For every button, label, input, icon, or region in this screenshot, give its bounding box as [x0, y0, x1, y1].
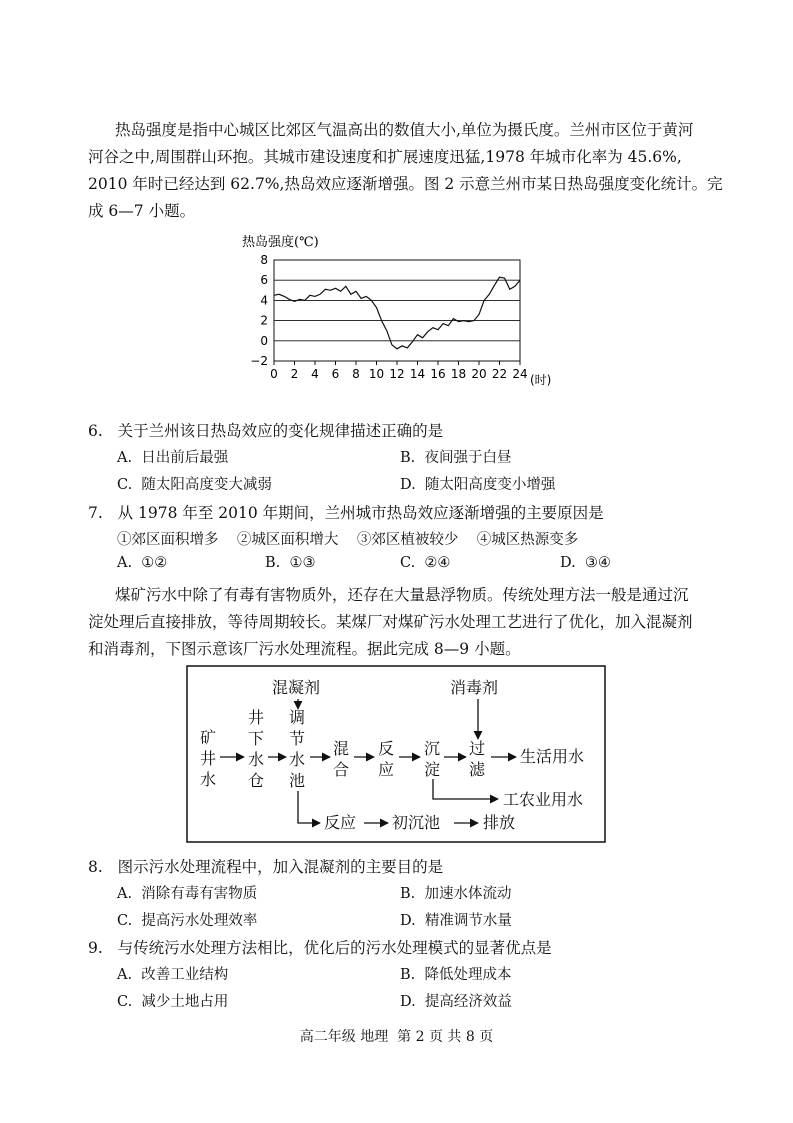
sump-2: 下	[248, 729, 265, 748]
coagulant-label: 混凝剂	[272, 678, 321, 697]
chart-y-ticks	[250, 253, 268, 368]
chart-y-tick-label: 0	[260, 333, 268, 348]
q6-option-b: B. 夜间强于白昼	[400, 450, 512, 466]
chart-y-tick-label: 6	[260, 273, 268, 288]
mine-water-2: 井	[200, 749, 217, 768]
q9-option-b: B. 降低处理成本	[400, 967, 512, 983]
intro1-line-4: 成 6—7 小题。	[88, 202, 196, 220]
chart-x-tick-label: 0	[270, 367, 278, 381]
chart-x-tick-label: 2	[290, 367, 299, 381]
chart-x-tick-label: 18	[450, 367, 467, 381]
q7-option-b: B. ①③	[265, 555, 316, 571]
filter-1: 过	[469, 739, 486, 758]
adjust-pool-3: 水	[289, 750, 306, 769]
chart-x-tick-label: 16	[430, 367, 446, 381]
adjust-pool-4: 池	[289, 771, 306, 790]
chart-x-tick-label: 24	[512, 367, 528, 381]
q9-option-a: A. 改善工业结构	[117, 967, 229, 983]
chart-y-tick-label: 4	[260, 293, 268, 308]
react2-label: 反应	[324, 813, 357, 832]
q7-option-c: C. ②④	[400, 555, 451, 571]
chart-y-tick-label: 2	[260, 313, 268, 328]
intro2-line-2: 淀处理后直接排放，等待周期较长。某煤厂对煤矿污水处理工艺进行了优化，加入混凝剂	[88, 613, 693, 631]
intro2-line-3: 和消毒剂，下图示意该厂污水处理流程。据此完成 8—9 小题。	[88, 640, 521, 658]
q8-option-c: C. 提高污水处理效率	[117, 913, 258, 929]
filter-2: 滤	[469, 760, 486, 779]
settle-1: 沉	[424, 739, 441, 758]
adjust-pool-1: 调	[289, 708, 306, 727]
mine-water-3: 水	[200, 770, 217, 789]
q6-option-c: C. 随太阳高度变大减弱	[117, 477, 272, 493]
q6-stem: 6. 关于兰州该日热岛效应的变化规律描述正确的是	[88, 422, 444, 440]
mix-1: 混	[333, 739, 350, 758]
q8-option-a: A. 消除有毒有害物质	[117, 886, 258, 902]
chart-frame	[274, 260, 520, 361]
intro1-line-3: 2010 年时已经达到 62.7%,热岛效应逐渐增强。图 2 示意兰州市某日热岛强度变化统计。完	[88, 175, 723, 193]
heat-island-chart	[230, 230, 560, 410]
primary-pool-label: 初沉池	[392, 813, 441, 832]
intro2-line-1: 煤矿污水中除了有毒有害物质外，还存在大量悬浮物质。传统处理方法一般是通过沉	[115, 586, 689, 604]
chart-series-line	[274, 277, 520, 349]
chart-x-tick-label: 12	[389, 367, 405, 381]
settle-2: 淀	[424, 760, 441, 779]
chart-x-tick-label: 6	[331, 367, 340, 381]
chart-grid	[274, 260, 520, 361]
chart-x-tick-label: 8	[352, 367, 360, 381]
react-2: 应	[378, 760, 395, 779]
q6-option-d: D. 随太阳高度变小增强	[400, 477, 556, 493]
q6-option-a: A. 日出前后最强	[117, 450, 229, 466]
chart-x-tick-label: 20	[471, 367, 487, 381]
chart-x-tick-label: 10	[368, 367, 385, 381]
arrow-settle-to-industrial	[433, 779, 498, 799]
q7-stem: 7. 从 1978 年至 2010 年期间，兰州城市热岛效应逐渐增强的主要原因是	[88, 504, 604, 522]
wastewater-flow-diagram	[186, 665, 606, 845]
sump-1: 井	[248, 708, 265, 727]
q8-stem: 8. 图示污水处理流程中，加入混凝剂的主要目的是	[88, 858, 444, 876]
mine-water-1: 矿	[200, 728, 217, 747]
arrow-pool-to-react2	[298, 791, 320, 823]
chart-x-tick-label: 4	[311, 367, 319, 381]
chart-ylabel: 热岛强度(℃)	[242, 235, 319, 250]
q7-option-a: A. ①②	[117, 555, 168, 571]
intro1-line-2: 河谷之中,周围群山环抱。其城市建设速度和扩展速度迅猛,1978 年城市化率为 45.6%,	[88, 148, 682, 166]
discharge-label: 排放	[483, 813, 516, 832]
q9-option-c: C. 减少土地占用	[117, 994, 229, 1010]
domestic-water-label: 生活用水	[520, 747, 585, 766]
chart-x-tick-label: 14	[409, 367, 426, 381]
page-footer: 高二年级 地理 第 2 页 共 8 页	[299, 1029, 494, 1045]
react-1: 反	[378, 739, 395, 758]
q8-option-b: B. 加速水体流动	[400, 886, 512, 902]
chart-xunit: (时)	[530, 373, 552, 387]
adjust-pool-2: 节	[289, 729, 306, 748]
chart-x-ticks	[270, 361, 527, 381]
sump-3: 水	[248, 750, 265, 769]
chart-y-tick-label: −2	[250, 354, 268, 368]
q8-option-d: D. 精准调节水量	[400, 913, 512, 929]
intro1-line-1: 热岛强度是指中心城区比郊区气温高出的数值大小,单位为摄氏度。兰州市区位于黄河	[115, 121, 694, 139]
industrial-water-label: 工农业用水	[503, 790, 584, 809]
q9-stem: 9. 与传统污水处理方法相比，优化后的污水处理模式的显著优点是	[88, 939, 552, 957]
q7-items: ①郊区面积增多 ②城区面积增大 ③郊区植被较少 ④城区热源变多	[117, 532, 579, 548]
chart-y-tick-label: 8	[260, 253, 268, 267]
chart-x-tick-label: 22	[491, 367, 508, 381]
q9-option-d: D. 提高经济效益	[400, 994, 512, 1010]
mix-2: 合	[333, 760, 350, 779]
q7-option-d: D. ③④	[560, 555, 611, 571]
disinfectant-label: 消毒剂	[450, 678, 499, 697]
sump-4: 仓	[248, 771, 265, 790]
